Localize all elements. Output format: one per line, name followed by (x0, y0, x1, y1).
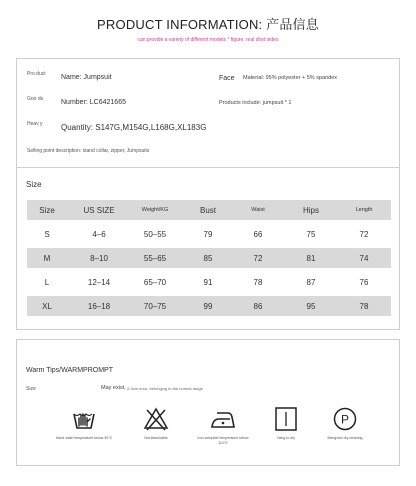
warm-tips-card (16, 339, 400, 466)
tips-size-label: Size (26, 386, 36, 392)
care-hang-dry (256, 406, 316, 441)
page-subtitle: can provide a variety of different models * figure, real shot video (137, 37, 279, 43)
size-card (16, 168, 400, 330)
size-header-cell: US SIZE (83, 205, 115, 215)
care-caption: Hang to dry (276, 436, 296, 440)
dry-clean-p-icon (332, 406, 358, 432)
size-cell: 86 (253, 301, 263, 311)
size-header-cell: Size (39, 205, 55, 215)
product-number: Number: LC6421665 (61, 99, 126, 106)
size-cell: 65–70 (143, 277, 167, 287)
product-label: Pro duct (27, 71, 46, 77)
hand-wash-icon (71, 406, 97, 432)
size-cell: 55–65 (143, 253, 167, 263)
size-cell: 99 (203, 301, 213, 311)
size-heading: Size (26, 180, 42, 189)
product-info-card (16, 58, 400, 168)
tips-may-exist: May exist, (101, 385, 126, 391)
svg-text:P: P (340, 412, 350, 427)
size-row (27, 248, 391, 268)
care-caption: Mengxian dry cleaning (327, 436, 363, 440)
selling-point: Selling point description: stand collar, zipper, Jumpsuits (27, 148, 150, 154)
size-cell: 70–75 (143, 301, 167, 311)
size-cell: 95 (306, 301, 316, 311)
care-caption: Not bleachable (144, 436, 168, 440)
size-cell: S (44, 229, 50, 239)
size-row (27, 272, 391, 292)
size-header-cell: Weight/KG (141, 207, 169, 213)
care-caption: Hand wash temperature below 30℃ (55, 436, 113, 440)
iron-low-icon (210, 406, 236, 432)
care-dry-clean (315, 406, 375, 441)
size-cell: 74 (359, 253, 369, 263)
size-header-cell: Length (355, 207, 373, 213)
size-header-cell: Waist (251, 207, 265, 213)
size-cell: 75 (306, 229, 316, 239)
heavy-label: Heav y (27, 121, 43, 127)
size-cell: 8–10 (90, 253, 108, 263)
size-header-cell: Bust (199, 205, 217, 215)
size-cell: 76 (359, 277, 369, 287)
size-cell: 4–6 (92, 229, 106, 239)
size-cell: 12–14 (87, 277, 111, 287)
goods-label: Goo ds (27, 96, 44, 102)
size-cell: 81 (306, 253, 316, 263)
size-cell: L (44, 277, 50, 287)
size-cell: 78 (253, 277, 263, 287)
size-cell: 78 (359, 301, 369, 311)
face-label: Face (219, 75, 235, 82)
size-cell: XL (42, 301, 52, 311)
size-cell: 85 (203, 253, 213, 263)
size-header-row (27, 200, 391, 220)
tips-heading: Warm Tips/WARMPROMPT (26, 367, 113, 374)
size-row (27, 224, 391, 244)
size-cell: 91 (203, 277, 213, 287)
material-value: Material: 95% polyester + 5% spandex (243, 75, 338, 81)
size-cell: 87 (306, 277, 316, 287)
care-no-bleach (126, 406, 186, 441)
size-cell: 72 (359, 229, 369, 239)
product-name: Name: Jumpsuit (61, 74, 112, 81)
size-row (27, 296, 391, 316)
tips-error-note: 2-3cm error, belonging to the normal range (127, 386, 203, 391)
size-cell: 79 (203, 229, 213, 239)
page-title: PRODUCT INFORMATION: 产品信息 (97, 17, 319, 32)
size-cell: 16–18 (87, 301, 111, 311)
size-cell: 66 (253, 229, 263, 239)
quantity-value: Quantity: S147G,M154G,L168G,XL183G (61, 123, 207, 132)
care-hand-wash (54, 406, 114, 441)
no-bleach-icon (143, 406, 169, 432)
care-caption: Iron soleplate temperature below 110℃ (197, 436, 249, 445)
care-iron-low (193, 406, 253, 445)
products-include: Products include: jumpsuit * 1 (219, 100, 292, 106)
size-cell: M (43, 253, 51, 263)
size-cell: 72 (253, 253, 263, 263)
size-cell: 50–55 (143, 229, 167, 239)
size-header-cell: Hips (302, 205, 320, 215)
hang-dry-icon (273, 406, 299, 432)
